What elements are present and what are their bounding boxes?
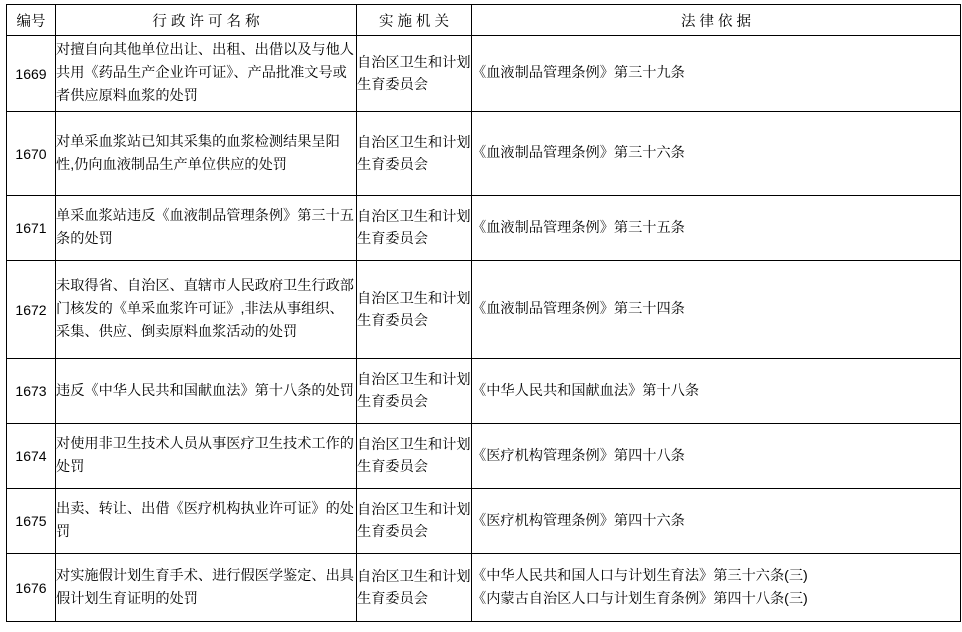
table-row bbox=[7, 261, 961, 359]
law-line: 《中华人民共和国献血法》第十八条 bbox=[472, 382, 700, 399]
cell-name: 对擅自向其他单位出让、出租、出借以及与他人共用《药品生产企业许可证》、产品批准文号或者供应原料血浆的处罚 bbox=[56, 36, 357, 112]
table-row bbox=[7, 424, 961, 489]
cell-law bbox=[472, 489, 961, 554]
cell-org: 自治区卫生和计划生育委员会 bbox=[357, 424, 472, 489]
cell-org: 自治区卫生和计划生育委员会 bbox=[357, 261, 472, 359]
cell-org: 自治区卫生和计划生育委员会 bbox=[357, 196, 472, 261]
cell-name: 违反《中华人民共和国献血法》第十八条的处罚 bbox=[56, 359, 357, 424]
cell-law bbox=[472, 424, 961, 489]
law-line: 《血液制品管理条例》第三十五条 bbox=[472, 219, 685, 236]
table-row bbox=[7, 112, 961, 196]
cell-org: 自治区卫生和计划生育委员会 bbox=[357, 359, 472, 424]
cell-law bbox=[472, 196, 961, 261]
cell-org: 自治区卫生和计划生育委员会 bbox=[357, 36, 472, 112]
cell-law bbox=[472, 554, 961, 622]
column-header-name: 行 政 许 可 名 称 bbox=[56, 5, 357, 36]
law-line: 《医疗机构管理条例》第四十六条 bbox=[472, 512, 685, 529]
table-body bbox=[7, 36, 961, 622]
cell-name: 单采血浆站违反《血液制品管理条例》第三十五条的处罚 bbox=[56, 196, 357, 261]
cell-id: 1672 bbox=[7, 261, 56, 359]
cell-id: 1674 bbox=[7, 424, 56, 489]
cell-name: 对单采血浆站已知其采集的血浆检测结果呈阳性,仍向血液制品生产单位供应的处罚 bbox=[56, 112, 357, 196]
cell-name: 出卖、转让、出借《医疗机构执业许可证》的处罚 bbox=[56, 489, 357, 554]
table-row bbox=[7, 196, 961, 261]
cell-law bbox=[472, 112, 961, 196]
cell-id: 1669 bbox=[7, 36, 56, 112]
cell-name: 对使用非卫生技术人员从事医疗卫生技术工作的处罚 bbox=[56, 424, 357, 489]
law-line: 《血液制品管理条例》第三十六条 bbox=[472, 145, 685, 161]
table-row bbox=[7, 554, 961, 622]
table-row bbox=[7, 359, 961, 424]
column-header-id: 编号 bbox=[7, 5, 56, 36]
cell-id: 1670 bbox=[7, 112, 56, 196]
cell-org: 自治区卫生和计划生育委员会 bbox=[357, 554, 472, 622]
cell-id: 1671 bbox=[7, 196, 56, 261]
cell-org: 自治区卫生和计划生育委员会 bbox=[357, 489, 472, 554]
document-page bbox=[0, 4, 962, 632]
administrative-permit-table bbox=[6, 4, 961, 622]
cell-id: 1675 bbox=[7, 489, 56, 554]
column-header-org: 实 施 机 关 bbox=[357, 5, 472, 36]
law-line: 《内蒙古自治区人口与计划生育条例》第四十八条(三) bbox=[472, 590, 808, 607]
column-header-law: 法 律 依 据 bbox=[472, 5, 961, 36]
cell-law bbox=[472, 359, 961, 424]
cell-law bbox=[472, 261, 961, 359]
law-line: 《血液制品管理条例》第三十四条 bbox=[472, 301, 685, 317]
cell-id: 1676 bbox=[7, 554, 56, 622]
header-row bbox=[7, 5, 961, 36]
cell-law bbox=[472, 36, 961, 112]
table-header bbox=[7, 5, 961, 36]
cell-id: 1673 bbox=[7, 359, 56, 424]
table-row bbox=[7, 489, 961, 554]
law-line: 《中华人民共和国人口与计划生育法》第三十六条(三) bbox=[472, 567, 808, 584]
table-row bbox=[7, 36, 961, 112]
cell-name: 对实施假计划生育手术、进行假医学鉴定、出具假计划生育证明的处罚 bbox=[56, 554, 357, 622]
cell-name: 未取得省、自治区、直辖市人民政府卫生行政部门核发的《单采血浆许可证》,非法从事组织、采集、供应、倒卖原料血浆活动的处罚 bbox=[56, 261, 357, 359]
law-line: 《医疗机构管理条例》第四十八条 bbox=[472, 447, 685, 464]
law-line: 《血液制品管理条例》第三十九条 bbox=[472, 65, 685, 81]
cell-org: 自治区卫生和计划生育委员会 bbox=[357, 112, 472, 196]
